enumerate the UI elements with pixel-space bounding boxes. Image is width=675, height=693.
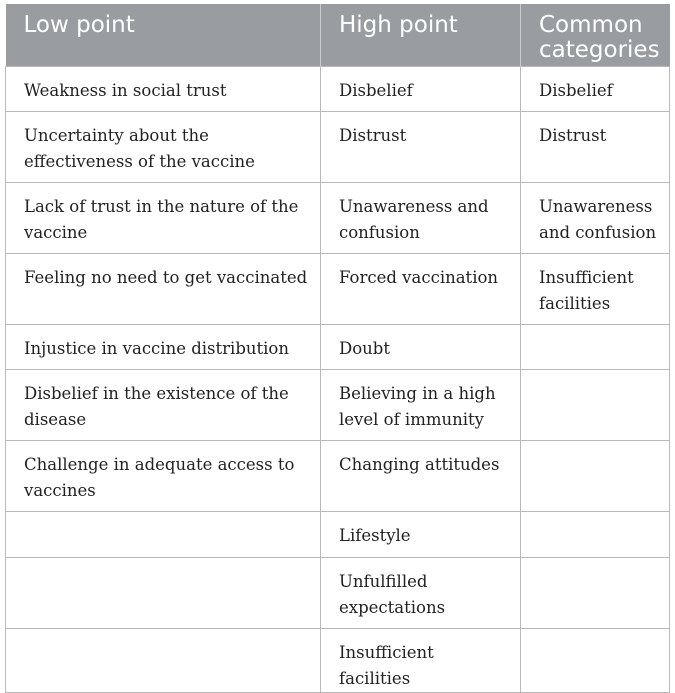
cell-high-point: Distrust [321, 111, 521, 182]
cell-low-point: Feeling no need to get vaccinated [6, 253, 321, 324]
table-row [6, 628, 670, 692]
cell-low-point: Weakness in social trust [6, 66, 321, 111]
table-row [6, 511, 670, 557]
cell-low-point [6, 557, 321, 628]
cell-common-category: Insufficient facilities [521, 253, 670, 324]
cell-high-point: Forced vaccination [321, 253, 521, 324]
cell-high-point: Doubt [321, 324, 521, 369]
table-row [6, 253, 670, 324]
header-common-categories: Common categories [521, 4, 670, 66]
header-high-point: High point [321, 4, 521, 66]
cell-common-category [521, 369, 670, 440]
cell-common-category [521, 628, 670, 692]
cell-low-point [6, 628, 321, 692]
cell-common-category [521, 440, 670, 511]
table-row [6, 369, 670, 440]
cell-high-point: Insufficient facilities [321, 628, 521, 692]
cell-low-point: Injustice in vaccine distribution [6, 324, 321, 369]
cell-high-point: Believing in a high level of immunity [321, 369, 521, 440]
cell-low-point: Uncertainty about the effectiveness of the vaccine [6, 111, 321, 182]
table-row [6, 111, 670, 182]
cell-high-point: Changing attitudes [321, 440, 521, 511]
table-row [6, 557, 670, 628]
cell-low-point: Lack of trust in the nature of the vaccine [6, 182, 321, 253]
header-low-point: Low point [6, 4, 321, 66]
cell-common-category: Distrust [521, 111, 670, 182]
table-row [6, 182, 670, 253]
cell-common-category [521, 557, 670, 628]
cell-common-category [521, 324, 670, 369]
cell-common-category [521, 511, 670, 557]
table-row [6, 440, 670, 511]
table-row [6, 324, 670, 369]
cell-high-point: Lifestyle [321, 511, 521, 557]
categories-table [5, 4, 670, 693]
cell-common-category: Unawareness and confusion [521, 182, 670, 253]
cell-low-point: Challenge in adequate access to vaccines [6, 440, 321, 511]
header-row [6, 4, 670, 66]
cell-low-point: Disbelief in the existence of the disease [6, 369, 321, 440]
cell-high-point: Unawareness and confusion [321, 182, 521, 253]
table-row [6, 66, 670, 111]
cell-common-category: Disbelief [521, 66, 670, 111]
cell-low-point [6, 511, 321, 557]
cell-high-point: Unfulfilled expectations [321, 557, 521, 628]
cell-high-point: Disbelief [321, 66, 521, 111]
